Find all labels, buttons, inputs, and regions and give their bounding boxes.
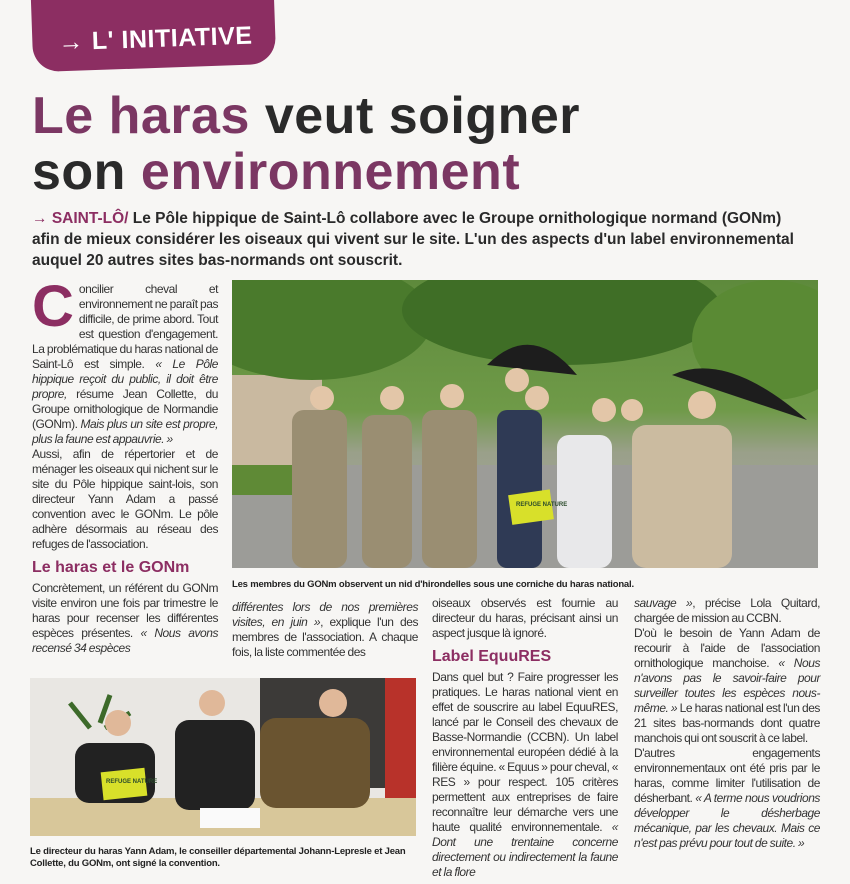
column-3b bbox=[432, 670, 618, 880]
subheading-haras-gonm: Le haras et le GONm bbox=[32, 559, 190, 576]
left-column-flow bbox=[32, 274, 219, 656]
text: D'où le besoin de Yann Adam de recourir à l'aide de l'association ornithologique manchoise. bbox=[634, 626, 820, 670]
headline-accent-2: environnement bbox=[140, 143, 521, 201]
quote: sauvage » bbox=[634, 596, 693, 610]
column-3-flow bbox=[432, 596, 618, 880]
text: Le haras national est l'un des 21 sites bas-normands dont quatre manchois qui ont souscrit à ce label. bbox=[634, 701, 820, 745]
quote: « Dont une trentaine concerne directement ou indirectement la faune et la flore bbox=[432, 820, 618, 879]
photo-caption-2: Le directeur du haras Yann Adam, le conseiller départemental Johann-Lepresle et Jean Collette, du GONm, ont signé la convention. bbox=[30, 846, 406, 869]
quote: Mais plus un site est propre, plus la faune est appauvrie. » bbox=[32, 417, 219, 446]
arrow-right-icon: → bbox=[57, 27, 85, 57]
quote: différentes lors de nos premières visites, en juin » bbox=[232, 600, 418, 629]
quote: « Nous avons recensé 34 espèces bbox=[32, 626, 218, 655]
photo-signing bbox=[30, 678, 416, 836]
quote: « Nous n'avons pas le savoir-faire pour surveiller toutes les espèces nous-même. » bbox=[634, 656, 820, 715]
photo-birdwatchers bbox=[232, 280, 818, 568]
quote: « Le Pôle hippique reçoit du public, il doit être propre, bbox=[32, 357, 218, 401]
photo-sign-text: REFUGE NATURE bbox=[106, 779, 158, 785]
headline-accent-1: Le haras bbox=[32, 87, 250, 145]
column-1 bbox=[32, 274, 219, 552]
lead-text: Le Pôle hippique de Saint-Lô collabore avec le Groupe ornithologique normand (GONm) afin de mieux considérer les oiseaux qui vivent sur le site. L'un des aspects d'un label environnemental auquel 20 autres sites bas-normands ont souscrit. bbox=[32, 210, 794, 269]
text: , explique l'un des membres de l'association. A chaque fois, la liste commentée des bbox=[232, 615, 419, 659]
section-badge bbox=[31, 0, 277, 72]
arrow-right-icon: → bbox=[32, 210, 48, 227]
column-1b bbox=[32, 581, 218, 656]
paragraph: Aussi, afin de répertorier et de ménager les oiseaux qui nichent sur le site du Pôle hippique saint-lois, son directeur Yann Adam a passé convention avec le GONm. Le pôle adhère désormais au réseau des refuges de l'association. bbox=[32, 447, 218, 551]
text: D'autres engagements environnementaux ont été pris par le haras, comme limiter l'utilisation de désherbant. bbox=[634, 746, 820, 805]
photo-sign-text: REFUGE NATURE bbox=[516, 502, 568, 508]
column-3 bbox=[432, 596, 618, 641]
column-4 bbox=[634, 596, 820, 851]
photo-illustration bbox=[232, 280, 818, 568]
column-2 bbox=[232, 600, 418, 660]
dropcap: C bbox=[32, 274, 74, 339]
text: Dans quel but ? Faire progresser les pratiques. Le haras national vient en effet de souscrire au label EquuRES, lancé par le Conseil des chevaux de Basse-Normandie (CCBN). Un label environnemental européen dédié à la filière équine. « Equus » pour cheval, « RES » pour respect. 105 critères permettent aux entreprises de faire reconnaître leur démarche vers une haute qualité environnementale. bbox=[432, 670, 618, 834]
photo-illustration bbox=[30, 678, 416, 836]
section-label: L' INITIATIVE bbox=[91, 21, 253, 56]
text: résume Jean Collette, du Groupe ornithologique de Normandie (GONm). bbox=[32, 387, 218, 431]
lead-place: SAINT-LÔ/ bbox=[51, 210, 129, 227]
paragraph: oiseaux observés est fournie au directeur du haras, précisant ainsi un aspect jusque là ignoré. bbox=[432, 596, 618, 640]
photo-caption-1: Les membres du GONm observent un nid d'hirondelles sous une corniche du haras national. bbox=[232, 579, 634, 590]
text: Concrètement, un référent du GONm visite environ une fois par trimestre le haras pour recenser les différentes espèces présentes. bbox=[32, 581, 218, 640]
headline bbox=[32, 88, 580, 200]
text: oncilier cheval et environnement ne paraît pas difficile, de prime abord. Tout est question d'engagement. La problématique du haras national de Saint-Lô est simple. bbox=[32, 282, 219, 371]
text: , précise Lola Quitard, chargée de mission au CCBN. bbox=[634, 596, 820, 625]
headline-rest-1: veut soigner bbox=[264, 87, 581, 145]
subheading-label-equures: Label EquuRES bbox=[432, 648, 552, 665]
lead-paragraph bbox=[32, 208, 812, 271]
quote: « A terme nous voudrions développer le désherbage mécanique, par les chevaux. Mais ce n'est pas prévu pour tout de suite. » bbox=[634, 791, 820, 850]
headline-start-2: son bbox=[32, 143, 126, 201]
